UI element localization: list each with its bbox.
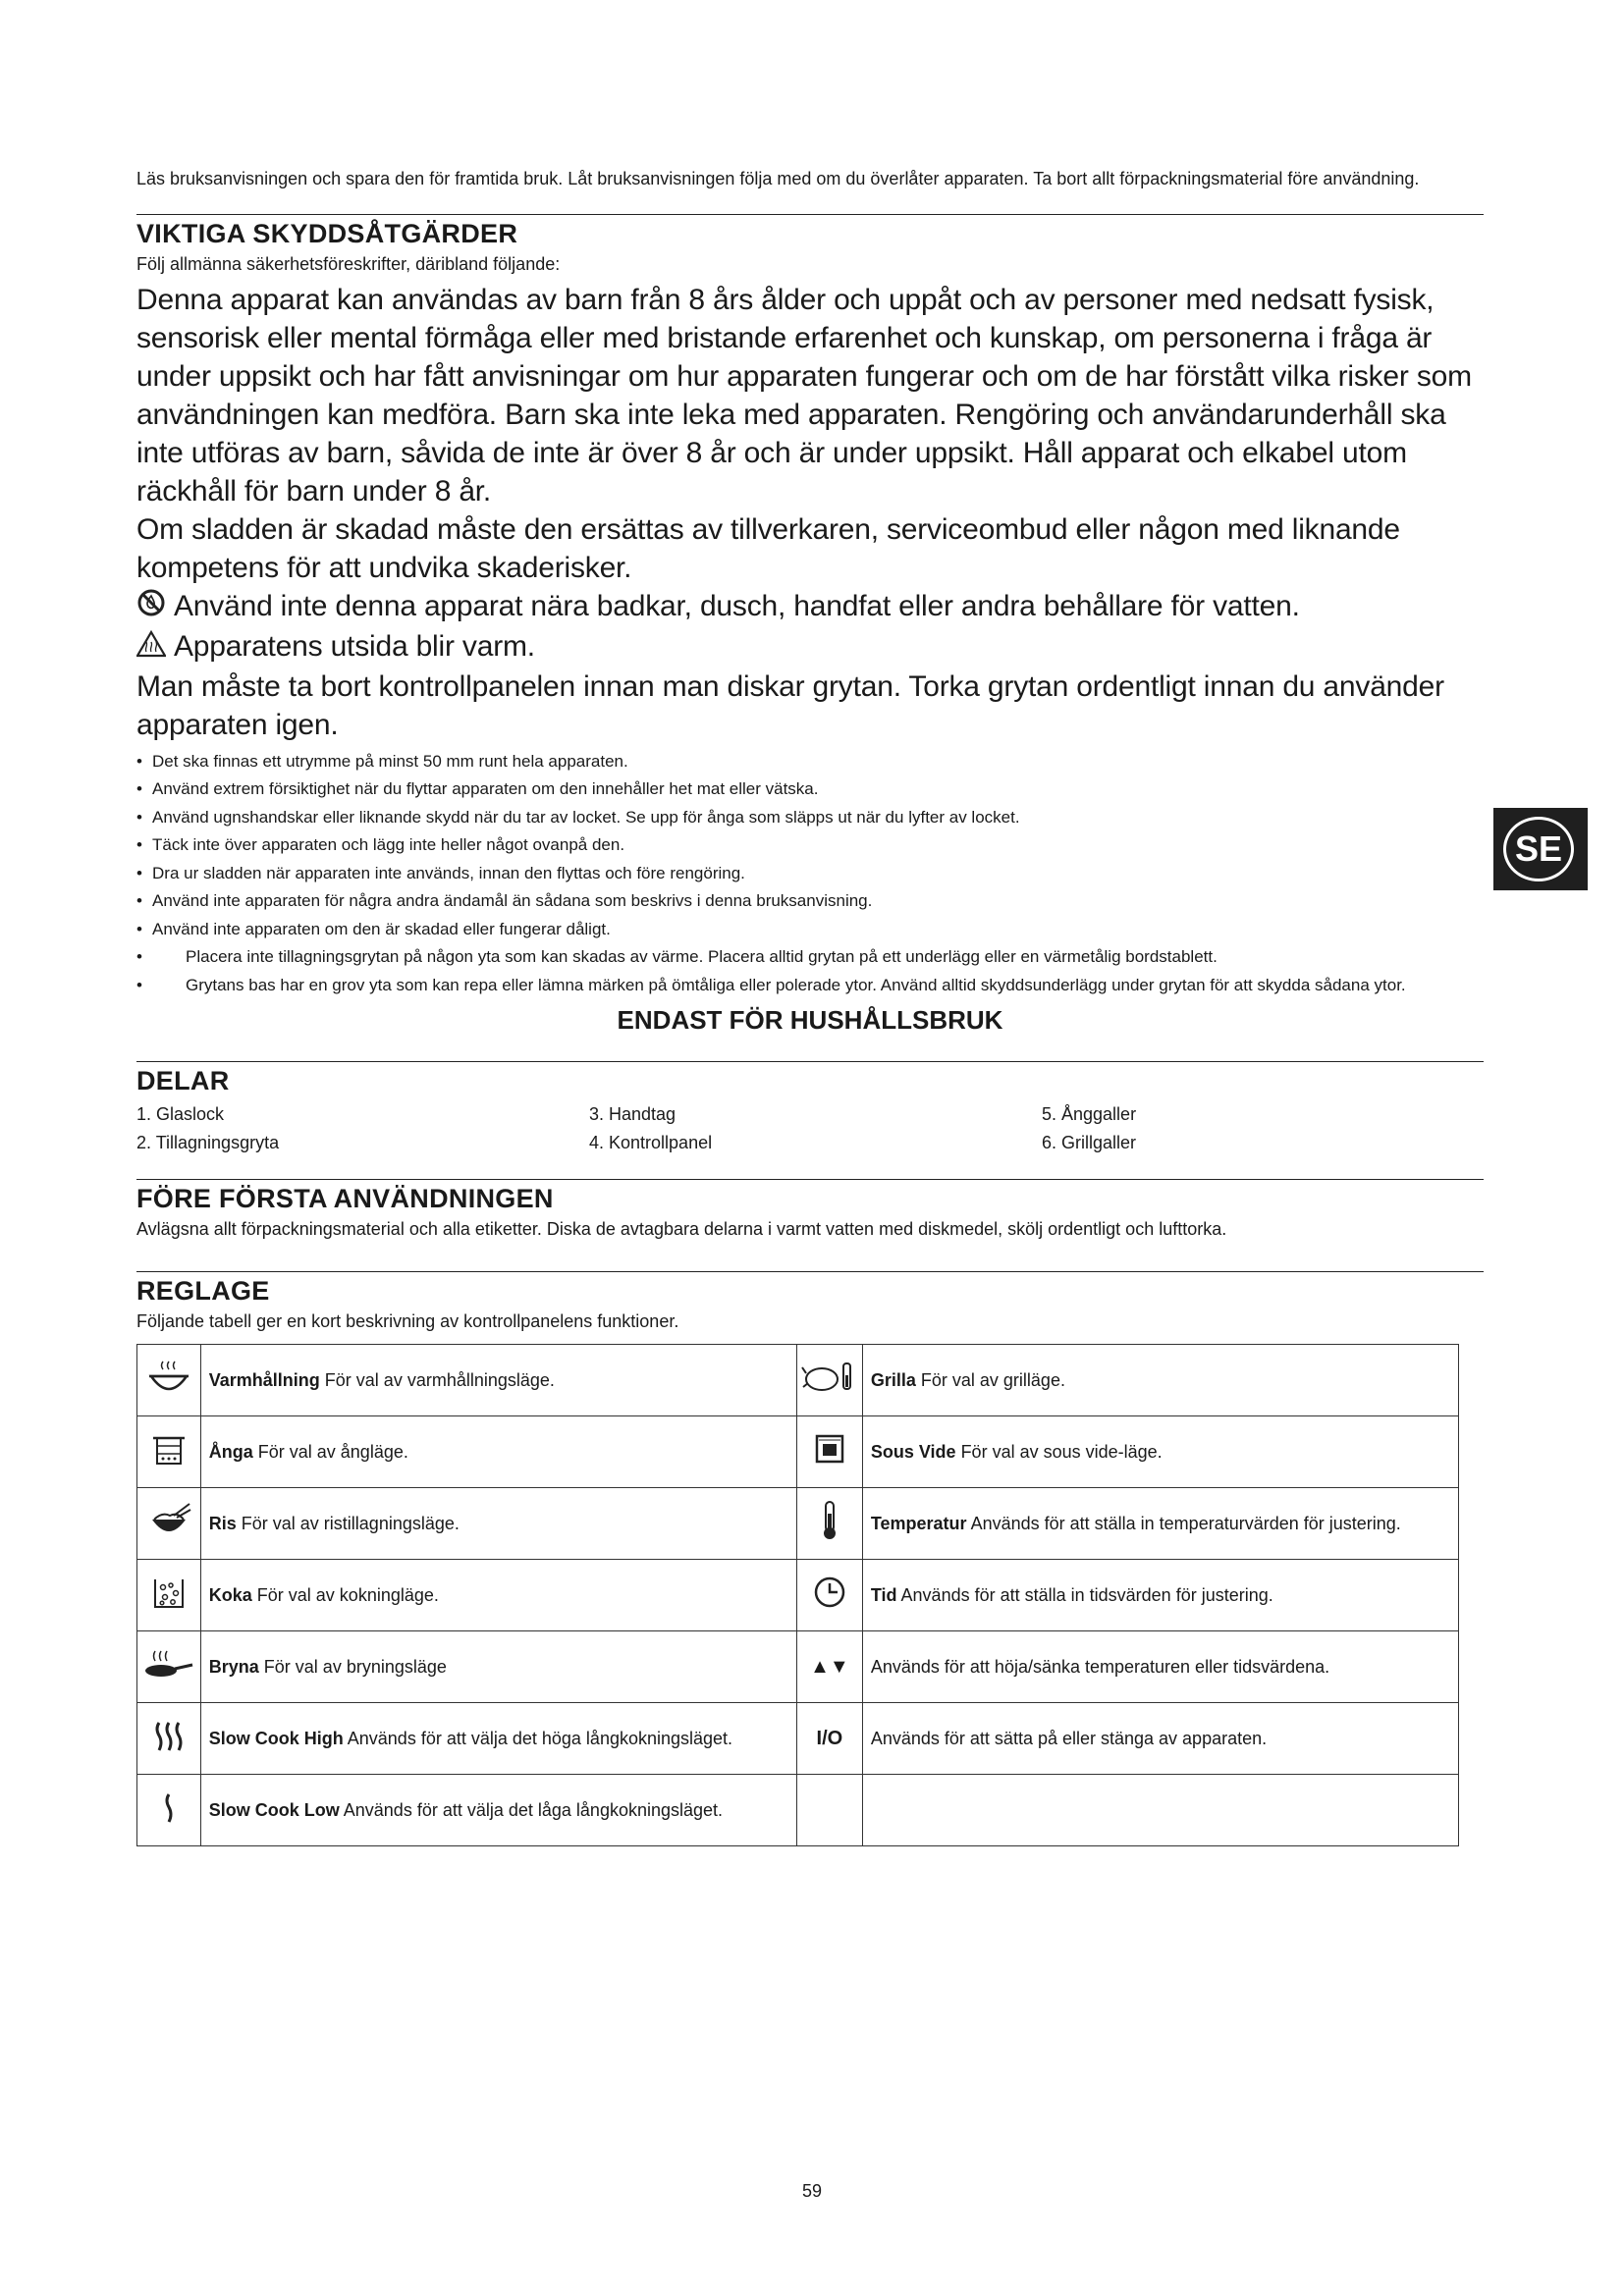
safety-section [136,214,1484,1036]
table-row [137,1703,1459,1775]
mode-desc: För val av ristillagningsläge. [236,1514,460,1534]
table-row [137,1631,1459,1703]
keep-warm-icon [137,1345,201,1416]
household-only-notice: ENDAST FÖR HUSHÅLLSBRUK [617,1005,1003,1036]
controls-table [136,1344,1459,1846]
brown-icon [137,1631,201,1703]
list-item: • Dra ur sladden när apparaten inte används, innan den flyttas och före rengöring. [136,860,1484,888]
rice-icon [137,1488,201,1560]
mode-name: Bryna [208,1657,259,1678]
hot-warning-line [136,627,1484,667]
thermometer-icon [796,1488,862,1560]
list-item: 2. Tillagningsgryta [136,1133,280,1153]
controls-title: REGLAGE [136,1276,270,1307]
mode-desc: Används för att ställa in temperaturvärden för justering. [966,1514,1401,1534]
list-item: • Använd inte apparaten om den är skadad eller fungerar dåligt. [136,916,1484,944]
parts-list [136,1100,1484,1157]
clock-icon [796,1560,862,1631]
grill-icon [796,1345,862,1416]
empty-cell [862,1775,1458,1846]
language-badge [1493,808,1588,890]
table-row [137,1560,1459,1631]
mode-desc: Används för att ställa in tidsvärden för justering. [896,1585,1273,1606]
mode-desc: Används för att sätta på eller stänga av apparaten. [870,1729,1268,1749]
mode-name: Sous Vide [870,1442,956,1463]
parts-section [136,1061,1484,1157]
mode-name: Temperatur [870,1514,967,1534]
mode-desc: För val av kokningläge. [251,1585,439,1606]
safety-bullet-list [136,748,1484,1000]
water-warning-text: Använd inte denna apparat nära badkar, dusch, handfat eller andra behållare för vatten. [174,590,1300,622]
mode-desc: Används för att välja det låga långkokningsläget. [339,1800,724,1821]
mode-desc: För val av sous vide-läge. [955,1442,1163,1463]
mode-desc: För val av varmhållningsläge. [319,1370,555,1391]
hot-warning-text: Apparatens utsida blir varm. [174,630,535,664]
slow-cook-high-icon [137,1703,201,1775]
safety-para-children: Denna apparat kan användas av barn från 8 års ålder och uppåt och av personer med nedsatt fysisk, sensorisk eller mental förmåga eller med bristande erfarenhet och kunskap, om personerna i fråga är under uppsikt och har fått anvisningar om hur apparaten fungerar och om de har förstått vilka risker som användningen kan medföra. Barn ska inte leka med apparaten. Rengöring och användarunderhåll ska inte utföras av barn, såvida de inte är över 8 år och är under uppsikt. Håll apparat och elkabel utom räckhåll för barn under 8 år. [136,284,1472,507]
steam-icon [137,1416,201,1488]
safety-para-cord: Om sladden är skadad måste den ersättas av tillverkaren, serviceombud eller någon med liknande kompetens för att undvika skaderisker. [136,513,1400,584]
mode-desc: Används för att välja det höga långkokningsläget. [343,1729,733,1749]
manual-page [136,165,1484,1846]
water-warning-line [136,587,1484,627]
power-symbol: I/O [796,1703,862,1775]
mode-desc: För val av bryningsläge [258,1657,447,1678]
intro-text: Läs bruksanvisningen och spara den för framtida bruk. Låt bruksanvisningen följa med om du överlåter apparaten. Ta bort allt förpackningsmaterial före användning. [136,169,1420,188]
mode-desc: För val av ångläge. [252,1442,408,1463]
safety-title: VIKTIGA SKYDDSÅTGÄRDER [136,219,518,248]
table-row [137,1488,1459,1560]
page-number: 59 [801,2181,823,2201]
safety-para-cleaning: Man måste ta bort kontrollpanelen innan man diskar grytan. Torka grytan ordentligt innan du använder apparaten igen. [136,669,1444,741]
first-use-title: FÖRE FÖRSTA ANVÄNDNINGEN [136,1184,554,1214]
table-row [137,1345,1459,1416]
safety-lead: Följ allmänna säkerhetsföreskrifter, däribland följande: [136,254,561,274]
controls-lead: Följande tabell ger en kort beskrivning av kontrollpanelens funktioner. [136,1311,679,1332]
list-item: 1. Glaslock [136,1104,225,1125]
sous-vide-icon [796,1416,862,1488]
mode-desc: För val av grilläge. [915,1370,1065,1391]
list-item: • Använd extrem försiktighet när du flyttar apparaten om den innehåller het mat eller vätska. [136,775,1484,804]
list-item: • Använd inte apparaten för några andra ändamål än sådana som beskrivs i denna bruksanvisning. [136,887,1484,916]
up-down-arrows-icon: ▲▼ [796,1631,862,1703]
empty-cell [796,1775,862,1846]
table-row [137,1775,1459,1846]
mode-name: Tid [870,1585,897,1606]
list-item: 5. Ånggaller [1042,1104,1137,1125]
language-code: SE [1503,817,1574,881]
list-item: • Använd ugnshandskar eller liknande skydd när du tar av locket. Se upp för ånga som släpps ut när du lyfter av locket. [136,804,1484,832]
mode-desc: Används för att höja/sänka temperaturen eller tidsvärdena. [870,1657,1330,1678]
list-item: 4. Kontrollpanel [589,1133,713,1153]
list-item: • Det ska finnas ett utrymme på minst 50 mm runt hela apparaten. [136,748,1484,776]
list-item: • Täck inte över apparaten och lägg inte heller något ovanpå den. [136,831,1484,860]
mode-name: Ånga [208,1442,253,1463]
list-item: • Placera inte tillagningsgrytan på någon yta som kan skadas av värme. Placera alltid grytan på ett underlägg eller en värmetålig bordstablett. [136,943,1484,972]
parts-title: DELAR [136,1066,230,1096]
mode-name: Grilla [870,1370,916,1391]
boil-icon [137,1560,201,1631]
slow-cook-low-icon [137,1775,201,1846]
first-use-text: Avlägsna allt förpackningsmaterial och alla etiketter. Diska de avtagbara delarna i varmt vatten med diskmedel, skölj ordentligt och lufttorka. [136,1219,1227,1240]
mode-name: Slow Cook High [208,1729,344,1749]
controls-section [136,1271,1484,1846]
first-use-section [136,1179,1484,1242]
mode-name: Varmhållning [208,1370,320,1391]
mode-name: Ris [208,1514,237,1534]
list-item: 3. Handtag [589,1104,677,1125]
no-water-icon [136,588,166,627]
table-row [137,1416,1459,1488]
mode-name: Koka [208,1585,252,1606]
list-item: 6. Grillgaller [1042,1133,1137,1153]
mode-name: Slow Cook Low [208,1800,340,1821]
hot-surface-warning-icon [136,629,166,667]
list-item: • Grytans bas har en grov yta som kan repa eller lämna märken på ömtåliga eller polerade ytor. Använd alltid skyddsunderlägg under grytan för att skydda sådana ytor. [136,972,1484,1000]
